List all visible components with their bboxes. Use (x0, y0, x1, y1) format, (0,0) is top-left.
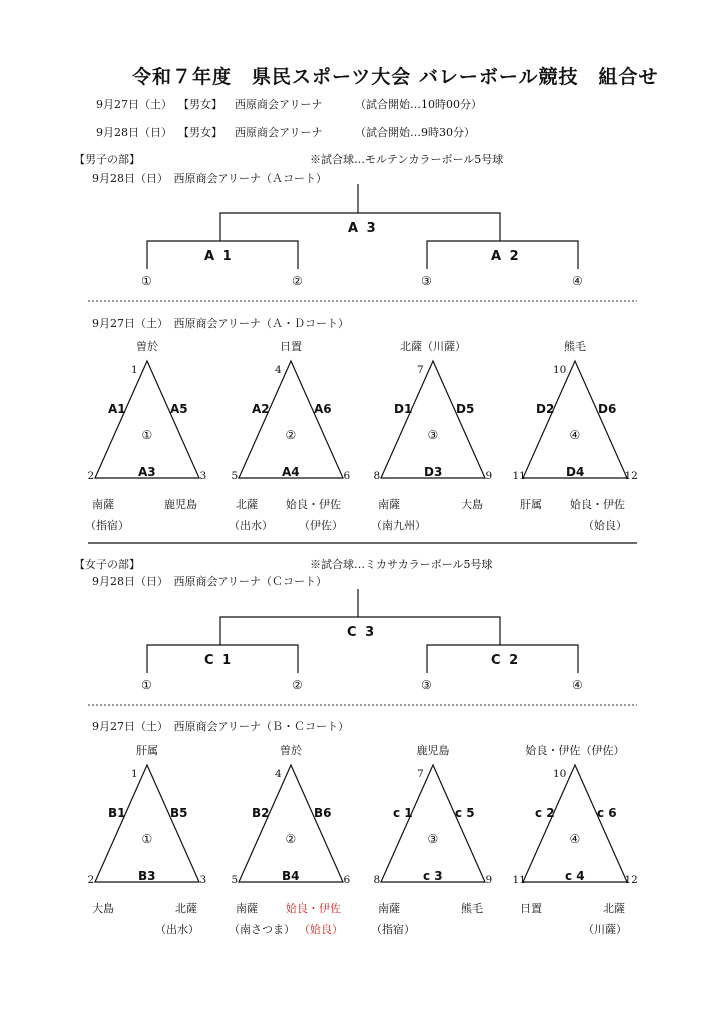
men-group-1-top-team: 曽於 (136, 340, 158, 353)
schedule-category-2: 【男女】 (178, 126, 222, 139)
men-group-1-bottom-left-team: 南薩 (92, 498, 114, 511)
men-group-1-left-match: A1 (108, 402, 126, 416)
women-group-4-bottom-left-team: 日置 (520, 902, 542, 915)
women-group-2-bottom-match: B4 (282, 869, 300, 883)
women-group-1-bottom-match: B3 (138, 869, 156, 883)
men-group-3-left-match: D1 (394, 402, 413, 416)
men-group-4-number: ④ (569, 428, 581, 442)
men-group-2-triangle (239, 361, 343, 478)
women-group-1-number: ① (141, 832, 153, 846)
schedule-venue-1: 西原商会アリーナ (235, 98, 323, 111)
men-group-4-bottom-match: D4 (566, 465, 585, 479)
schedule-start-2: （試合開始…9時30分） (355, 126, 475, 139)
women-group-1-seed-top: 1 (131, 768, 138, 780)
men-group-2-right-match: A6 (314, 402, 332, 416)
men-final-label: A 3 (348, 221, 378, 236)
men-group-1-seed-top: 1 (131, 364, 138, 376)
women-group-2-bottom-right-team: 姶良・伊佐 (286, 902, 341, 915)
men-group-2-seed-right: 6 (343, 470, 351, 482)
women-group-3-number: ③ (427, 832, 439, 846)
men-final-date: 9月28日（日） 西原商会アリーナ（Ａコート） (92, 172, 328, 185)
men-group-3-bottom-left-team: 南薩 (378, 498, 400, 511)
women-slot-1: ① (141, 678, 152, 692)
women-group-1-bottom-right-team: 北薩 (175, 902, 197, 915)
men-group-4-bottom-right-team: 姶良・伊佐 (570, 498, 625, 511)
men-group-4-bottom-left-team: 肝属 (520, 498, 542, 511)
men-group-4-triangle (523, 361, 627, 478)
men-group-2-bottom-left-sub: （出水） (229, 519, 273, 532)
men-group-1-bottom-match: A3 (138, 465, 156, 479)
women-group-4-left-match: c 2 (535, 806, 555, 820)
women-group-2-seed-top: 4 (275, 768, 282, 780)
men-slot-2: ② (292, 274, 303, 288)
men-group-4-bottom-right-sub: （姶良） (583, 519, 627, 532)
men-group-4-right-match: D6 (598, 402, 617, 416)
men-group-3-number: ③ (427, 428, 439, 442)
men-group-3-top-team: 北薩（川薩） (400, 340, 466, 353)
men-slot-4: ④ (572, 274, 583, 288)
men-group-2-number: ② (285, 428, 297, 442)
schedule-start-1: （試合開始…10時00分） (355, 98, 482, 111)
men-group-4-top-team: 熊毛 (564, 340, 586, 353)
men-semi-left-label: A 1 (204, 249, 234, 264)
women-group-3-triangle (381, 765, 485, 882)
women-group-3-seed-right: 9 (485, 874, 493, 886)
women-group-4-seed-top: 10 (553, 768, 567, 780)
schedule-date-1: 9月27日（土） (96, 98, 172, 111)
women-group-2-seed-left: 5 (231, 874, 239, 886)
men-group-2-bottom-right-sub: （伊佐） (299, 519, 343, 532)
men-semi-right-label: A 2 (491, 249, 521, 264)
men-group-1-seed-right: 3 (199, 470, 207, 482)
women-group-3-top-team: 鹿児島 (416, 744, 450, 757)
women-group-4-seed-left: 11 (512, 874, 526, 886)
women-group-2-left-match: B2 (252, 806, 270, 820)
men-group-3-bottom-left-sub: （南九州） (371, 519, 426, 532)
women-group-3-left-match: c 1 (393, 806, 413, 820)
women-slot-3: ③ (421, 678, 432, 692)
women-group-3-bottom-left-team: 南薩 (378, 902, 400, 915)
women-semi-left-label: C 1 (204, 653, 234, 668)
men-group-3-seed-top: 7 (417, 364, 424, 376)
women-group-1-top-team: 肝属 (136, 744, 158, 757)
women-group-3-seed-left: 8 (373, 874, 381, 886)
men-ball-note: ※試合球…モルテンカラーボール5号球 (310, 153, 504, 166)
women-group-2-triangle (239, 765, 343, 882)
women-group-4-bottom-right-team: 北薩 (603, 902, 625, 915)
women-group-4-triangle (523, 765, 627, 882)
men-group-1-bottom-right-team: 鹿児島 (164, 498, 197, 511)
women-ball-note: ※試合球…ミカサカラーボール5号球 (310, 558, 493, 571)
women-group-3-bottom-right-team: 熊毛 (461, 902, 483, 915)
men-group-2-bottom-match: A4 (282, 465, 300, 479)
women-group-3-right-match: c 5 (455, 806, 475, 820)
men-group-2-left-match: A2 (252, 402, 270, 416)
men-group-3-seed-right: 9 (485, 470, 493, 482)
women-group-2-right-match: B6 (314, 806, 332, 820)
women-group-3-bottom-match: c 3 (423, 869, 443, 883)
men-slot-1: ① (141, 274, 152, 288)
men-group-4-left-match: D2 (536, 402, 555, 416)
men-group-3-bottom-match: D3 (424, 465, 443, 479)
women-group-4-bottom-match: c 4 (565, 869, 585, 883)
women-group-2-seed-right: 6 (343, 874, 351, 886)
men-group-2-bottom-left-team: 北薩 (236, 498, 258, 511)
women-group-2-bottom-left-team: 南薩 (236, 902, 258, 915)
women-semi-right-label: C 2 (491, 653, 521, 668)
men-group-4-seed-right: 12 (624, 470, 638, 482)
women-slot-2: ② (292, 678, 303, 692)
men-group-4-seed-left: 11 (512, 470, 526, 482)
women-group-2-bottom-right-sub: （姶良） (299, 923, 343, 936)
men-group-1-triangle (95, 361, 199, 478)
women-group-1-bottom-right-sub: （出水） (155, 923, 199, 936)
men-group-3-triangle (381, 361, 485, 478)
schedule-venue-2: 西原商会アリーナ (235, 126, 323, 139)
men-group-1-number: ① (141, 428, 153, 442)
women-slot-4: ④ (572, 678, 583, 692)
men-group-3-seed-left: 8 (373, 470, 381, 482)
women-group-1-bottom-left-team: 大島 (92, 902, 114, 915)
men-group-2-bottom-right-team: 姶良・伊佐 (286, 498, 341, 511)
women-group-1-right-match: B5 (170, 806, 188, 820)
men-group-1-right-match: A5 (170, 402, 188, 416)
page-title: 令和７年度 県民スポーツ大会 バレーボール競技 組合せ (132, 66, 659, 88)
women-group-2-number: ② (285, 832, 297, 846)
women-group-3-seed-top: 7 (417, 768, 424, 780)
women-final-label: C 3 (347, 625, 377, 640)
women-group-1-seed-left: 2 (87, 874, 95, 886)
men-group-4-seed-top: 10 (553, 364, 567, 376)
men-group-3-right-match: D5 (456, 402, 475, 416)
men-slot-3: ③ (421, 274, 432, 288)
women-group-2-top-team: 曽於 (280, 744, 302, 757)
women-group-1-left-match: B1 (108, 806, 126, 820)
women-final-date: 9月28日（日） 西原商会アリーナ（Ｃコート） (92, 575, 328, 588)
women-group-1-seed-right: 3 (199, 874, 207, 886)
men-section-title: 【男子の部】 (74, 153, 140, 166)
schedule-category-1: 【男女】 (178, 98, 222, 111)
men-group-2-seed-top: 4 (275, 364, 282, 376)
women-group-4-seed-right: 12 (624, 874, 638, 886)
schedule-date-2: 9月28日（日） (96, 126, 172, 139)
women-group-4-number: ④ (569, 832, 581, 846)
men-group-3-bottom-right-team: 大島 (461, 498, 483, 511)
women-league-date: 9月27日（土） 西原商会アリーナ（Ｂ・Ｃコート） (92, 720, 350, 733)
women-group-4-bottom-right-sub: （川薩） (583, 923, 627, 936)
men-group-1-bottom-left-sub: （指宿） (85, 519, 129, 532)
women-section-title: 【女子の部】 (74, 558, 140, 571)
men-group-2-top-team: 日置 (280, 340, 302, 353)
women-group-4-top-team: 姶良・伊佐（伊佐） (525, 744, 625, 757)
men-league-date: 9月27日（土） 西原商会アリーナ（Ａ・Ｄコート） (92, 317, 350, 330)
women-group-2-bottom-left-sub: （南さつま） (229, 923, 295, 936)
women-group-3-bottom-left-sub: （指宿） (371, 923, 415, 936)
women-group-1-triangle (95, 765, 199, 882)
men-group-2-seed-left: 5 (231, 470, 239, 482)
men-group-1-seed-left: 2 (87, 470, 95, 482)
women-group-4-right-match: c 6 (597, 806, 617, 820)
